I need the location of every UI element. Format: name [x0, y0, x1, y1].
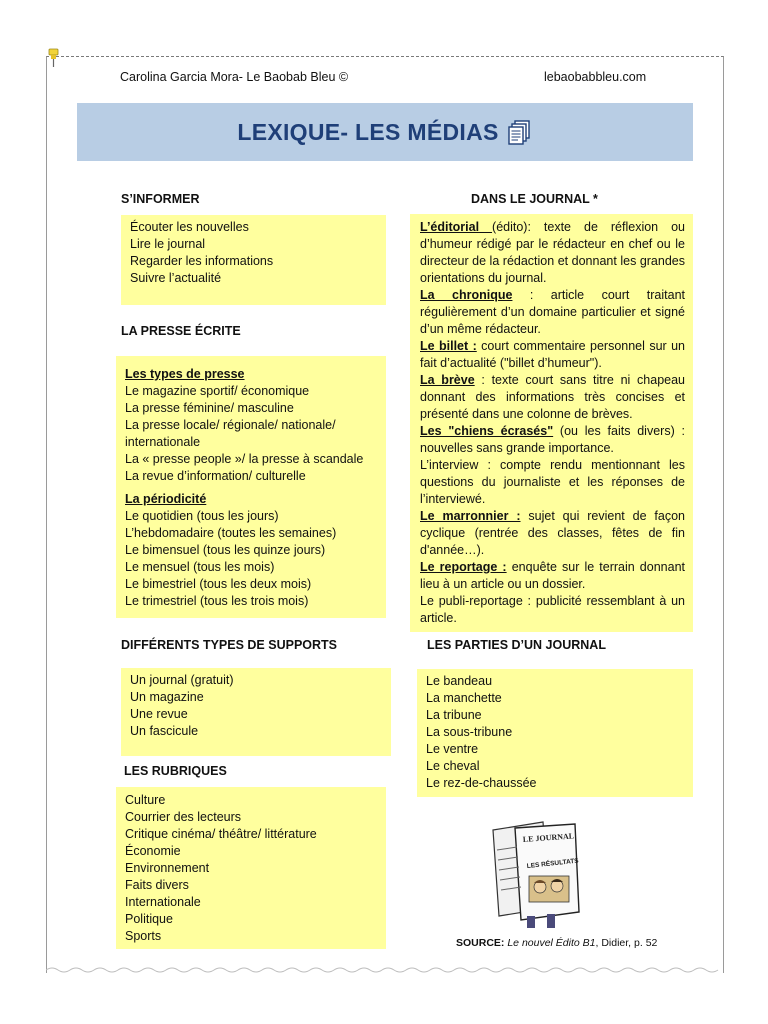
informer-box [121, 215, 386, 305]
supports-box [121, 668, 391, 756]
newspaper-reader-illustration [483, 820, 583, 930]
list-item: La tribune [426, 708, 482, 722]
definition-breve: La brève : texte court sans titre ni chapeau donnant des informations très concises et présenté dans une colonne de brèves. [420, 373, 685, 421]
subheading-periodicite: La périodicité [125, 492, 207, 506]
pushpin-icon [47, 48, 61, 68]
definition-interview: L’interview : compte rendu mentionnant les questions du journaliste et les réponses de l’interviewé. [420, 458, 685, 506]
list-item: Le ventre [426, 742, 479, 756]
list-item: Faits divers [125, 878, 189, 892]
list-item: Regarder les informations [130, 254, 274, 268]
title-banner [77, 103, 693, 161]
definition-chronique: La chronique : article court traitant régulièrement d’un domaine particulier et signé d’un même rédacteur. [420, 288, 686, 336]
list-item: Politique [125, 912, 173, 926]
list-item: La manchette [426, 691, 502, 705]
definition-editorial: L’éditorial (édito): texte de réflexion ou d’humeur rédigé par le rédacteur en chef ou le directeur de la rédaction et donnant les grandes orientations du journal. [420, 220, 686, 285]
list-item: Le quotidien (tous les jours) [125, 509, 279, 523]
list-item: Culture [125, 793, 166, 807]
list-item: Internationale [125, 895, 201, 909]
list-item: Une revue [130, 707, 188, 721]
rubriques-box [116, 787, 386, 949]
list-item: Économie [125, 844, 181, 858]
parties-box [417, 669, 693, 797]
torn-page-edge [46, 962, 723, 978]
list-item: Le rez-de-chaussée [426, 776, 537, 790]
list-item: La « presse people »/ la presse à scandale [125, 452, 364, 466]
list-item: Un fascicule [130, 724, 199, 738]
heading-s-informer: S’INFORMER [121, 192, 200, 206]
list-item: Suivre l’actualité [130, 271, 222, 285]
list-item: Environnement [125, 861, 210, 875]
list-item: Sports [125, 929, 162, 943]
page-title: LEXIQUE- LES MÉDIAS [237, 118, 499, 145]
definition-reportage: Le reportage : enquête sur le terrain donnant lieu à un article ou un dossier. [420, 560, 685, 591]
heading-presse-ecrite: LA PRESSE ÉCRITE [121, 324, 241, 338]
list-item: La presse locale/ régionale/ nationale/ internationale [125, 418, 336, 449]
newspaper-masthead: LE JOURNAL [522, 831, 575, 844]
definition-publi-reportage: Le publi-reportage : publicité ressemblant à un article. [420, 594, 685, 625]
list-item: Critique cinéma/ théâtre/ littérature [125, 827, 317, 841]
definition-marronnier: Le marronnier : sujet qui revient de façon cyclique (rentrée des classes, fêtes de fin d'année…). [420, 509, 686, 557]
source-citation: SOURCE: Le nouvel Édito B1, Didier, p. 52 [456, 937, 658, 949]
list-item: Le mensuel (tous les mois) [125, 560, 275, 574]
subheading-types-de-presse: Les types de presse [125, 367, 245, 381]
heading-rubriques: LES RUBRIQUES [124, 764, 227, 778]
list-item: Le magazine sportif/ économique [125, 384, 310, 398]
list-item: La sous-tribune [426, 725, 513, 739]
list-item: Courrier des lecteurs [125, 810, 242, 824]
document-pages-icon [507, 119, 533, 145]
list-item: Le bandeau [426, 674, 493, 688]
header-site: lebaobabbleu.com [544, 70, 647, 84]
list-item: La revue d’information/ culturelle [125, 469, 306, 483]
list-item: L’hebdomadaire (toutes les semaines) [125, 526, 337, 540]
list-item: Un journal (gratuit) [130, 673, 234, 687]
newspaper-headline: LES RÉSULTATS [526, 857, 579, 870]
list-item: Le bimestriel (tous les deux mois) [125, 577, 312, 591]
heading-parties-journal: LES PARTIES D’UN JOURNAL [427, 638, 606, 652]
heading-types-de-supports: DIFFÉRENTS TYPES DE SUPPORTS [121, 638, 338, 652]
header-author: Carolina Garcia Mora- Le Baobab Bleu © [120, 70, 349, 84]
list-item: Un magazine [130, 690, 204, 704]
list-item: Écouter les nouvelles [130, 220, 249, 234]
list-item: La presse féminine/ masculine [125, 401, 294, 415]
definition-chiens-ecrases: Les "chiens écrasés" (ou les faits divers) : nouvelles sans grande importance. [420, 424, 685, 455]
heading-dans-le-journal: DANS LE JOURNAL * [471, 192, 598, 206]
definition-billet: Le billet : court commentaire personnel sur un fait d’actualité ("billet d’humeur"). [420, 339, 685, 370]
journal-definitions-box [410, 214, 693, 632]
list-item: Le trimestriel (tous les trois mois) [125, 594, 309, 608]
list-item: Le cheval [426, 759, 480, 773]
list-item: Lire le journal [130, 237, 206, 251]
list-item: Le bimensuel (tous les quinze jours) [125, 543, 326, 557]
presse-box [116, 356, 386, 618]
